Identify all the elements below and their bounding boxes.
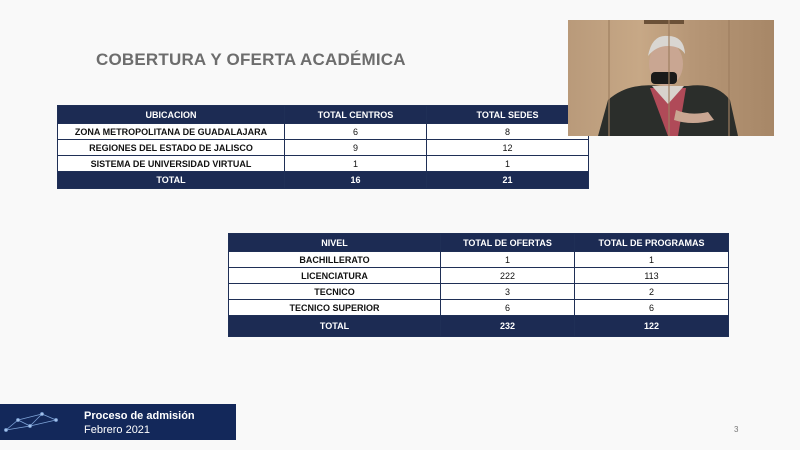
table-cell-centers: 6 [285,124,427,140]
table-cell-centers: 1 [285,156,427,172]
coverage-table [57,105,589,189]
table-cell-offers: 1 [441,252,575,268]
page-number: 3 [734,425,739,434]
academic-offer-table [228,233,729,337]
table-cell-programs: 6 [575,300,729,316]
table-header-row [58,106,589,124]
column-header-nivel: NIVEL [229,234,441,252]
table-row [229,284,729,300]
table-cell-programs: 113 [575,268,729,284]
table-cell-sites: 8 [427,124,589,140]
table-cell-level: TECNICO SUPERIOR [229,300,441,316]
wall-panel-line [608,20,610,136]
footer-banner [0,404,236,440]
column-header-total-sedes: TOTAL SEDES [427,106,589,124]
table-cell-level: TECNICO [229,284,441,300]
table-cell-offers: 6 [441,300,575,316]
footer-title: Proceso de admisión [84,410,195,422]
table-row [229,252,729,268]
table-row [58,156,589,172]
table-row [229,300,729,316]
column-header-ubicacion: UBICACION [58,106,285,124]
table-cell-offers: 3 [441,284,575,300]
total-programs: 122 [575,316,729,337]
column-header-total-centros: TOTAL CENTROS [285,106,427,124]
table-cell-level: LICENCIATURA [229,268,441,284]
total-sites: 21 [427,172,589,189]
table-cell-offers: 222 [441,268,575,284]
table-cell-sites: 1 [427,156,589,172]
table-row [58,124,589,140]
table-cell-programs: 2 [575,284,729,300]
total-label: TOTAL [229,316,441,337]
table-cell-location: SISTEMA DE UNIVERSIDAD VIRTUAL [58,156,285,172]
presenter-silhouette [568,20,774,136]
footer-date: Febrero 2021 [84,424,151,436]
column-header-total-programas: TOTAL DE PROGRAMAS [575,234,729,252]
slide-title: COBERTURA Y OFERTA ACADÉMICA [96,50,406,69]
table-row [58,140,589,156]
table-cell-centers: 9 [285,140,427,156]
total-label: TOTAL [58,172,285,189]
wall-panel-line [728,20,730,136]
wall-panel-line [668,20,670,136]
table-row [229,268,729,284]
table-cell-location: ZONA METROPOLITANA DE GUADALAJARA [58,124,285,140]
table-header-row [229,234,729,252]
network-graph-icon [2,406,62,438]
table-cell-location: REGIONES DEL ESTADO DE JALISCO [58,140,285,156]
table-cell-sites: 12 [427,140,589,156]
total-centers: 16 [285,172,427,189]
total-offers: 232 [441,316,575,337]
column-header-total-ofertas: TOTAL DE OFERTAS [441,234,575,252]
table-total-row [58,172,589,189]
table-cell-level: BACHILLERATO [229,252,441,268]
presenter-video-feed [568,20,774,136]
table-cell-programs: 1 [575,252,729,268]
table-total-row [229,316,729,337]
